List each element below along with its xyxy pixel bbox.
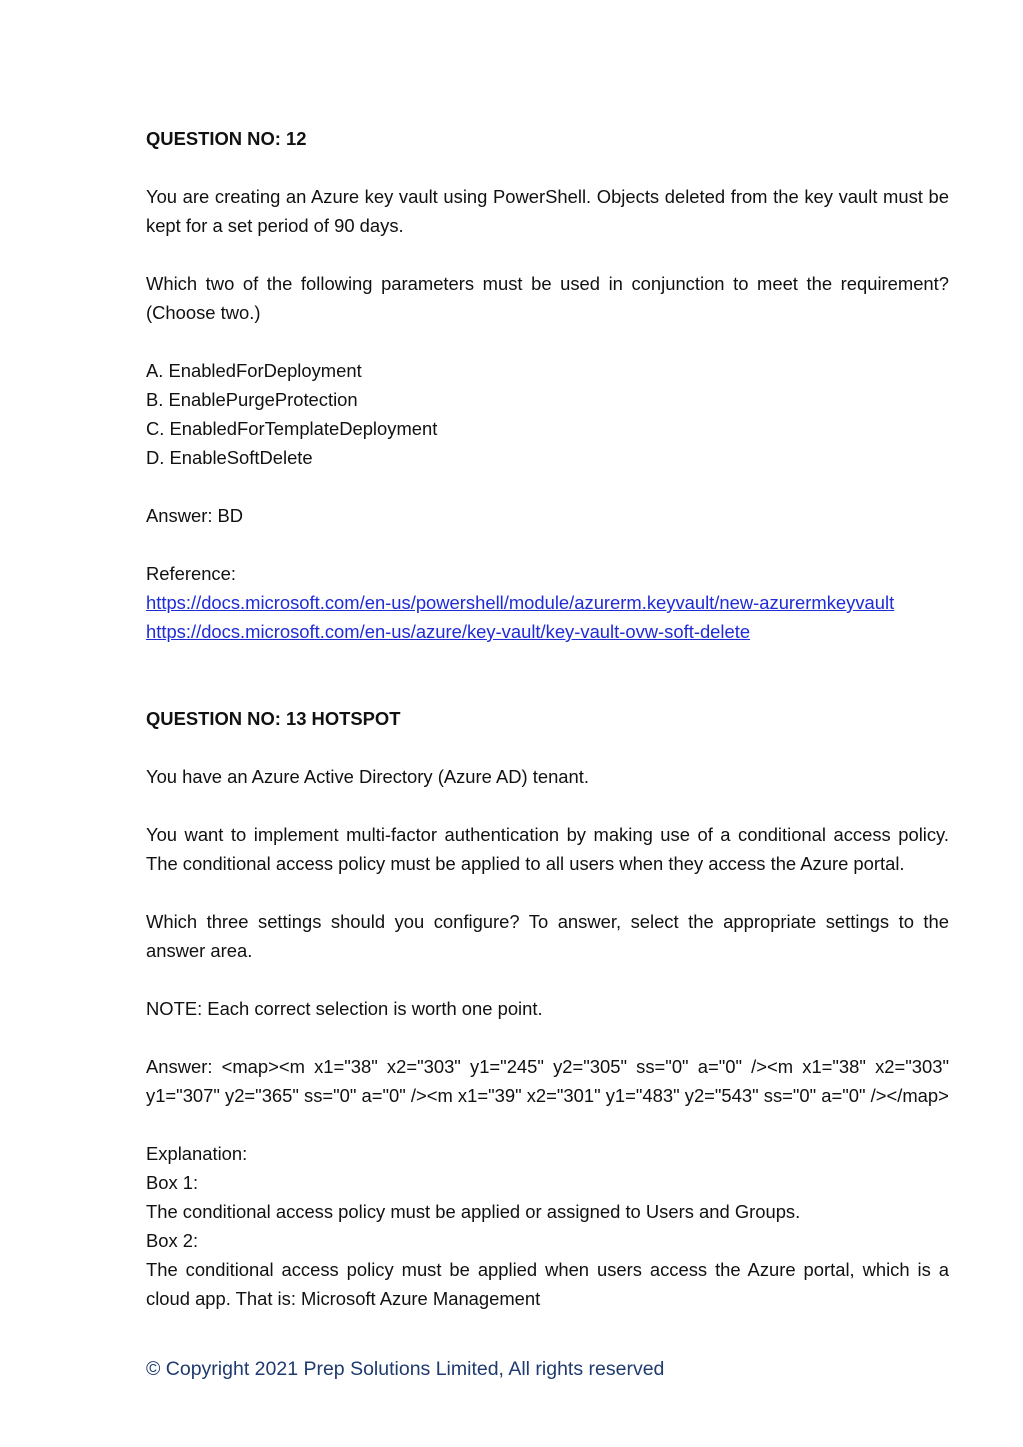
box-2-text: The conditional access policy must be applied when users access the Azure portal, which is a cloud app. That is: Microsoft Azure Management <box>146 1259 949 1309</box>
question-12-answer: Answer: BD <box>146 505 244 526</box>
option-d: D. EnableSoftDelete <box>146 447 313 468</box>
copyright-footer: © Copyright 2021 Prep Solutions Limited, All rights reserved <box>146 1358 665 1380</box>
question-13-title: QUESTION NO: 13 HOTSPOT <box>146 708 401 729</box>
question-13-para-2: You want to implement multi-factor authentication by making use of a conditional access policy. The conditional access policy must be applied to all users when they access the Azure portal. <box>146 824 949 874</box>
box-1-text: The conditional access policy must be applied or assigned to Users and Groups. <box>146 1201 801 1222</box>
question-13-para-1: You have an Azure Active Directory (Azure AD) tenant. <box>146 766 589 787</box>
option-a: A. EnabledForDeployment <box>146 360 362 381</box>
option-b: B. EnablePurgeProtection <box>146 389 358 410</box>
reference-link-2[interactable]: https://docs.microsoft.com/en-us/azure/key-vault/key-vault-ovw-soft-delete <box>146 621 751 642</box>
reference-label: Reference: <box>146 563 236 584</box>
question-12-title: QUESTION NO: 12 <box>146 128 307 149</box>
question-13-note: NOTE: Each correct selection is worth one point. <box>146 998 543 1019</box>
document-page <box>146 124 949 1313</box>
question-12-stem: You are creating an Azure key vault using PowerShell. Objects deleted from the key vault must be kept for a set period of 90 days. <box>146 186 949 236</box>
option-c: C. EnabledForTemplateDeployment <box>146 418 438 439</box>
box-1-label: Box 1: <box>146 1172 199 1193</box>
question-12-prompt: Which two of the following parameters must be used in conjunction to meet the requirement? (Choose two.) <box>146 273 949 323</box>
reference-link-1[interactable]: https://docs.microsoft.com/en-us/powershell/module/azurerm.keyvault/new-azurermkeyvault <box>146 592 895 613</box>
box-2-label: Box 2: <box>146 1230 199 1251</box>
question-13-para-3: Which three settings should you configure? To answer, select the appropriate settings to the answer area. <box>146 911 949 961</box>
explanation-label: Explanation: <box>146 1143 248 1164</box>
question-13-answer: Answer: <map><m x1="38" x2="303" y1="245" y2="305" ss="0" a="0" /><m x1="38" x2="303" y1="307" y2="365" ss="0" a="0" /><m x1="39" x2="301" y1="483" y2="543" ss="0" a="0" /></map> <box>146 1056 949 1106</box>
